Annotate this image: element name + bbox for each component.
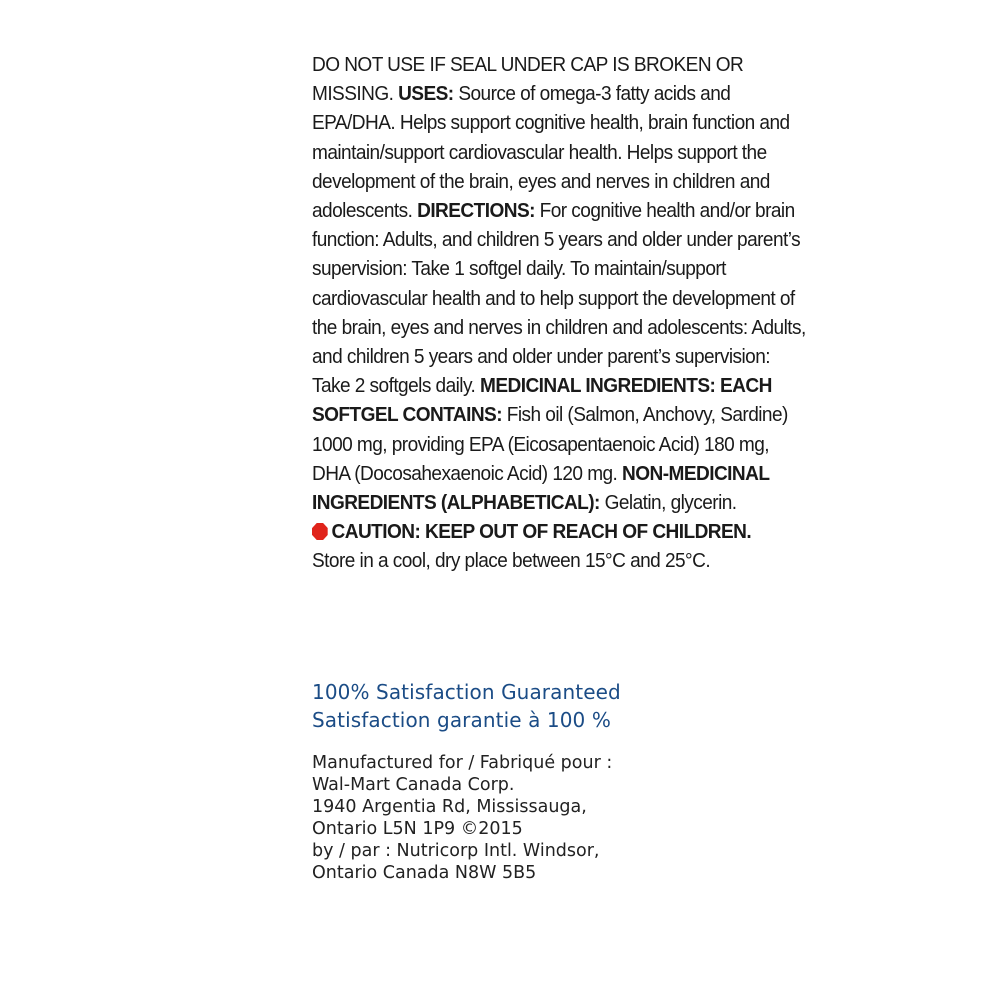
seal-warning: DO NOT USE IF SEAL UNDER CAP IS BROKEN OR MISSING. [312, 53, 744, 106]
directions-heading: DIRECTIONS: [417, 199, 535, 223]
guarantee-english: 100% Satisfaction Guaranteed [312, 680, 621, 704]
non-medicinal-ingredients-heading: NON-MEDICINAL INGREDIENTS (ALPHABETICAL): [312, 461, 770, 515]
manufacturer-line: 1940 Argentia Rd, Mississauga, [312, 797, 587, 817]
non-medicinal-ingredients-text: Gelatin, glycerin. [604, 491, 737, 515]
directions-text: For cognitive health and/or brain function: Adults, and children 5 years and older under parent’s supervision: Take 1 softgel daily. To maintain/support cardiovascular health and to help support the development of the brain, eyes and nerves in children and adolescents: Adults, and children 5 years and older under parent’s supervision: Take 2 softgels daily. [312, 199, 806, 398]
uses-text: Source of omega-3 fatty acids and EPA/DHA. Helps support cognitive health, brain function and maintain/support cardiovascular health. Helps support the development of the brain, eyes and nerves in children and adolescents. [312, 82, 790, 223]
storage-text: Store in a cool, dry place between 15°C and 25°C. [312, 549, 711, 573]
stop-icon [312, 523, 328, 540]
satisfaction-guarantee [312, 678, 621, 734]
label-body-text [312, 50, 810, 576]
manufacturer-line: Wal-Mart Canada Corp. [312, 775, 515, 795]
manufacturer-line: Manufactured for / Fabriqué pour : [312, 753, 613, 773]
manufacturer-line: Ontario L5N 1P9 ©2015 [312, 819, 523, 839]
guarantee-french: Satisfaction garantie à 100 % [312, 708, 611, 732]
manufacturer-line: Ontario Canada N8W 5B5 [312, 863, 537, 883]
medicinal-ingredients-text: Fish oil (Salmon, Anchovy, Sardine) 1000 mg, providing EPA (Eicosapentaenoic Acid) 180 mg, DHA (Docosahexaenoic Acid) 120 mg. [312, 403, 788, 485]
label-text-panel [312, 50, 812, 576]
manufacturer-line: by / par : Nutricorp Intl. Windsor, [312, 841, 600, 861]
uses-heading: USES: [398, 82, 454, 106]
medicinal-ingredients-heading: MEDICINAL INGREDIENTS: EACH SOFTGEL CONTAINS: [312, 374, 772, 427]
caution-text: CAUTION: KEEP OUT OF REACH OF CHILDREN. [331, 520, 752, 544]
manufacturer-info [312, 752, 612, 884]
